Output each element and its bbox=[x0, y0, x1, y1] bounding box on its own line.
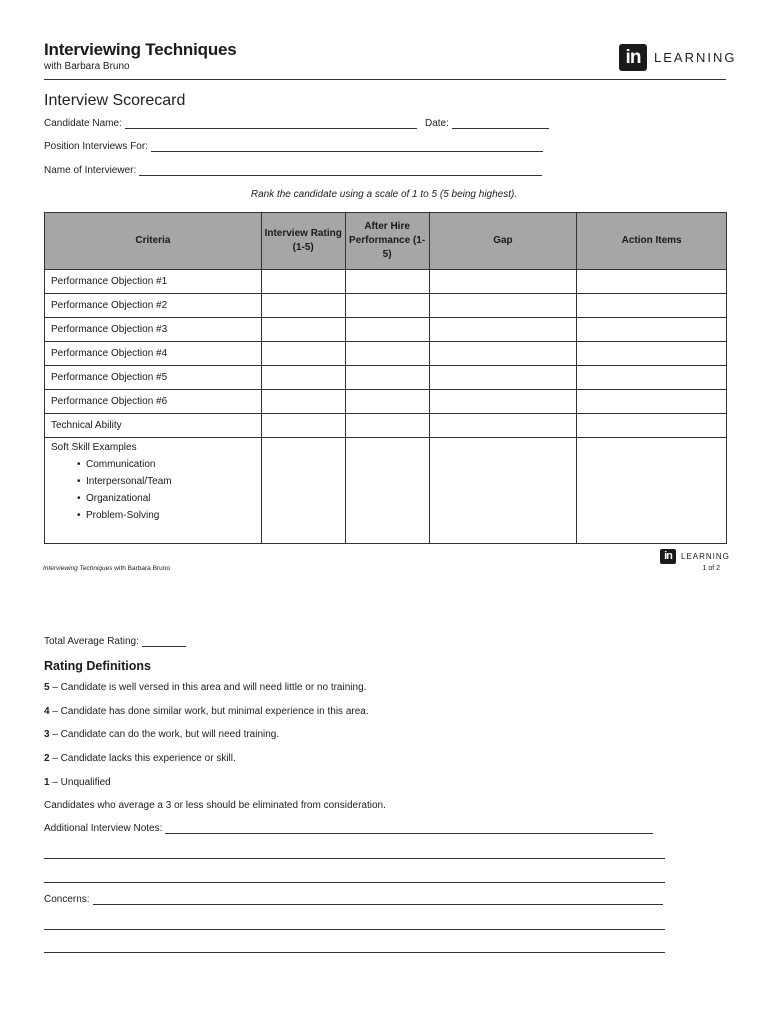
performance-cell[interactable] bbox=[345, 366, 429, 390]
definition-score: 3 bbox=[44, 729, 50, 740]
gap-cell[interactable] bbox=[429, 366, 577, 390]
criteria-cell: Performance Objection #3 bbox=[45, 318, 262, 342]
rating-definitions-heading: Rating Definitions bbox=[44, 659, 151, 673]
course-author: with Barbara Bruno bbox=[44, 61, 130, 72]
performance-cell[interactable] bbox=[345, 318, 429, 342]
column-header: Gap bbox=[429, 213, 577, 270]
soft-skills-list bbox=[51, 459, 255, 521]
performance-cell[interactable] bbox=[345, 414, 429, 438]
definition-score: 1 bbox=[44, 777, 50, 788]
gap-cell[interactable] bbox=[429, 438, 577, 544]
linkedin-icon: in bbox=[619, 44, 647, 71]
soft-skill-text: Problem-Solving bbox=[86, 510, 160, 521]
candidate-name-line[interactable] bbox=[125, 119, 417, 129]
column-header: Interview Rating (1-5) bbox=[261, 213, 345, 270]
table-row bbox=[45, 318, 727, 342]
performance-cell[interactable] bbox=[345, 390, 429, 414]
rating-cell[interactable] bbox=[261, 318, 345, 342]
page-number: 1 of 2 bbox=[702, 565, 720, 572]
performance-cell[interactable] bbox=[345, 270, 429, 294]
header-divider bbox=[44, 79, 726, 80]
rating-cell[interactable] bbox=[261, 414, 345, 438]
interviewer-line[interactable] bbox=[139, 166, 542, 176]
page-footer-course bbox=[43, 565, 170, 572]
rating-instruction: Rank the candidate using a scale of 1 to 5 (5 being highest). bbox=[250, 189, 518, 200]
candidate-name-field[interactable] bbox=[44, 118, 417, 129]
definition-score: 2 bbox=[44, 753, 50, 764]
additional-notes-field[interactable] bbox=[44, 823, 653, 834]
concerns-line[interactable] bbox=[93, 895, 663, 905]
list-item bbox=[51, 493, 255, 504]
footer-course-author: with Barbara Bruno bbox=[112, 565, 170, 572]
list-item bbox=[51, 510, 255, 521]
action-items-cell[interactable] bbox=[577, 294, 727, 318]
criteria-cell: Technical Ability bbox=[45, 414, 262, 438]
course-title: Interviewing Techniques bbox=[44, 40, 237, 59]
linkedin-icon: in bbox=[660, 549, 676, 564]
soft-skills-row bbox=[45, 438, 727, 544]
criteria-cell: Performance Objection #4 bbox=[45, 342, 262, 366]
definition-text: – Candidate can do the work, but will need training. bbox=[49, 729, 280, 740]
concerns-field[interactable] bbox=[44, 894, 663, 905]
date-label: Date: bbox=[425, 118, 449, 129]
soft-skill-text: Interpersonal/Team bbox=[86, 476, 172, 487]
total-average-label: Total Average Rating: bbox=[44, 636, 139, 647]
list-item bbox=[51, 459, 255, 470]
concerns-line[interactable] bbox=[44, 952, 665, 953]
notes-line[interactable] bbox=[44, 882, 665, 883]
linkedin-learning-logo bbox=[619, 44, 736, 71]
performance-cell[interactable] bbox=[345, 438, 429, 544]
position-label: Position Interviews For: bbox=[44, 141, 148, 152]
total-average-line[interactable] bbox=[142, 637, 186, 647]
concerns-line[interactable] bbox=[44, 929, 665, 930]
action-items-cell[interactable] bbox=[577, 366, 727, 390]
action-items-cell[interactable] bbox=[577, 438, 727, 544]
interviewer-label: Name of Interviewer: bbox=[44, 165, 137, 176]
position-line[interactable] bbox=[151, 142, 543, 152]
notes-line[interactable] bbox=[44, 858, 665, 859]
footer-logo-text: LEARNING bbox=[681, 552, 730, 561]
definition-text: – Candidate is well versed in this area and will need little or no training. bbox=[49, 682, 367, 693]
concerns-label: Concerns: bbox=[44, 894, 90, 905]
table-header-row bbox=[45, 213, 727, 270]
action-items-cell[interactable] bbox=[577, 390, 727, 414]
column-header: After Hire Performance (1-5) bbox=[345, 213, 429, 270]
notes-line[interactable] bbox=[165, 824, 653, 834]
table-row bbox=[45, 390, 727, 414]
criteria-cell: Performance Objection #1 bbox=[45, 270, 262, 294]
definition-score: 4 bbox=[44, 706, 50, 717]
additional-notes-label: Additional Interview Notes: bbox=[44, 823, 163, 834]
table-row bbox=[45, 414, 727, 438]
rating-cell[interactable] bbox=[261, 270, 345, 294]
action-items-cell[interactable] bbox=[577, 414, 727, 438]
footer-course-title: Interviewing Techniques bbox=[43, 565, 113, 572]
rating-cell[interactable] bbox=[261, 366, 345, 390]
scorecard-title: Interview Scorecard bbox=[44, 92, 186, 109]
definition-item bbox=[44, 682, 366, 693]
action-items-cell[interactable] bbox=[577, 318, 727, 342]
definition-score: 5 bbox=[44, 682, 50, 693]
table-row bbox=[45, 270, 727, 294]
definition-item bbox=[44, 753, 236, 764]
definition-item bbox=[44, 706, 369, 717]
column-header: Action Items bbox=[577, 213, 727, 270]
performance-cell[interactable] bbox=[345, 342, 429, 366]
rating-cell[interactable] bbox=[261, 342, 345, 366]
criteria-cell: Performance Objection #2 bbox=[45, 294, 262, 318]
criteria-cell: Performance Objection #6 bbox=[45, 390, 262, 414]
total-average-field[interactable] bbox=[44, 636, 186, 647]
footer-logo bbox=[660, 549, 730, 564]
action-items-cell[interactable] bbox=[577, 342, 727, 366]
candidate-name-label: Candidate Name: bbox=[44, 118, 122, 129]
position-field[interactable] bbox=[44, 141, 543, 152]
gap-cell[interactable] bbox=[429, 318, 577, 342]
soft-skills-cell bbox=[45, 438, 262, 544]
action-items-cell[interactable] bbox=[577, 270, 727, 294]
definition-item bbox=[44, 777, 111, 788]
elimination-note: Candidates who average a 3 or less should be eliminated from consideration. bbox=[44, 800, 386, 811]
interviewer-field[interactable] bbox=[44, 165, 542, 176]
rating-cell[interactable] bbox=[261, 390, 345, 414]
gap-cell[interactable] bbox=[429, 414, 577, 438]
table-row bbox=[45, 366, 727, 390]
soft-skill-text: Communication bbox=[86, 459, 156, 470]
date-line[interactable] bbox=[452, 119, 549, 129]
soft-skills-label: Soft Skill Examples bbox=[51, 442, 137, 453]
list-item bbox=[51, 476, 255, 487]
rating-cell[interactable] bbox=[261, 438, 345, 544]
scorecard-table bbox=[44, 212, 727, 544]
table-row bbox=[45, 294, 727, 318]
gap-cell[interactable] bbox=[429, 342, 577, 366]
column-header: Criteria bbox=[45, 213, 262, 270]
logo-text: LEARNING bbox=[654, 50, 737, 65]
definition-item bbox=[44, 729, 279, 740]
definition-text: – Candidate has done similar work, but minimal experience in this area. bbox=[49, 706, 369, 717]
table-row bbox=[45, 342, 727, 366]
date-field[interactable] bbox=[425, 118, 549, 129]
rating-cell[interactable] bbox=[261, 294, 345, 318]
gap-cell[interactable] bbox=[429, 390, 577, 414]
soft-skill-text: Organizational bbox=[86, 493, 151, 504]
gap-cell[interactable] bbox=[429, 294, 577, 318]
criteria-cell: Performance Objection #5 bbox=[45, 366, 262, 390]
gap-cell[interactable] bbox=[429, 270, 577, 294]
performance-cell[interactable] bbox=[345, 294, 429, 318]
definition-text: – Unqualified bbox=[49, 777, 111, 788]
definition-text: – Candidate lacks this experience or skill. bbox=[49, 753, 236, 764]
